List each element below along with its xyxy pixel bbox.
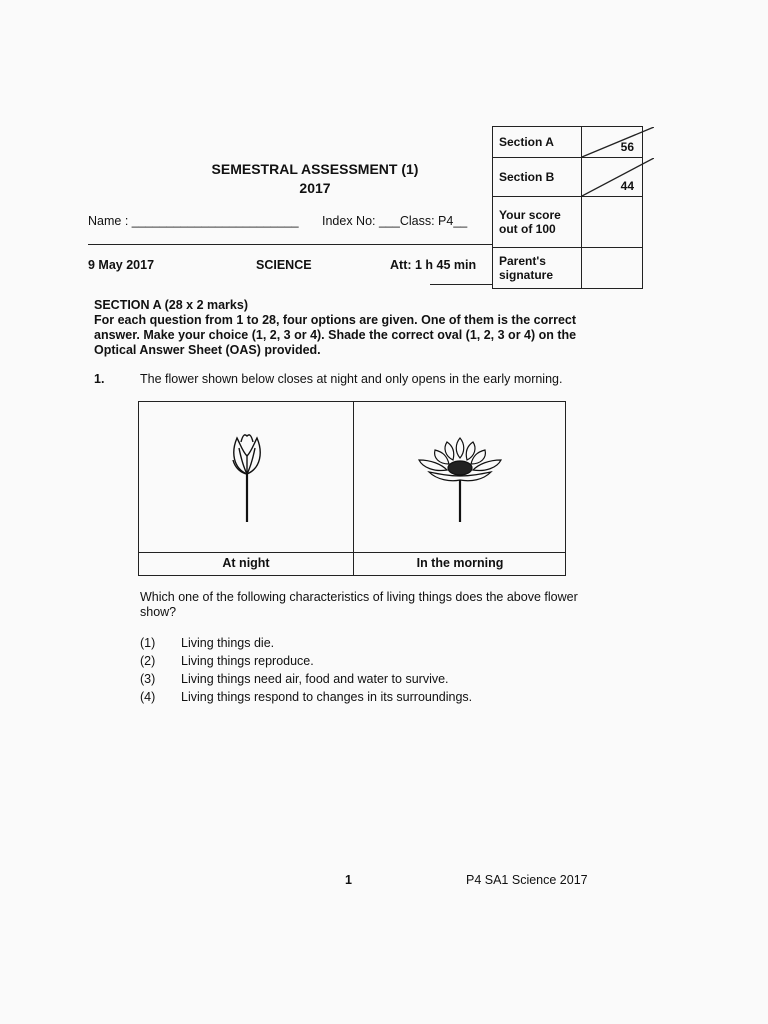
figure-caption-divider <box>139 552 565 553</box>
exam-title-line1: SEMESTRAL ASSESSMENT (1) <box>211 161 419 177</box>
option-text: Living things need air, food and water to survive. <box>181 672 449 686</box>
score-diagonal <box>582 127 654 157</box>
score-label: Section A <box>493 127 582 158</box>
exam-title <box>190 161 440 196</box>
score-label: Parent's signature <box>493 248 582 289</box>
exam-date: 9 May 2017 <box>88 258 155 272</box>
option-2 <box>140 654 472 672</box>
figure-divider <box>353 402 354 575</box>
option-text: Living things reproduce. <box>181 654 314 668</box>
score-max: 44 <box>620 179 634 193</box>
header-divider <box>88 244 492 245</box>
exam-year: 2017 <box>299 180 331 196</box>
option-text: Living things die. <box>181 636 275 650</box>
header-bottom-divider <box>430 284 492 285</box>
caption-in-the-morning: In the morning <box>416 556 504 570</box>
option-3 <box>140 672 472 690</box>
option-text: Living things respond to changes in its surroundings. <box>181 690 473 704</box>
paper-code: P4 SA1 Science 2017 <box>466 873 588 887</box>
option-number: (1) <box>140 636 156 650</box>
page-number: 1 <box>345 873 352 887</box>
score-cell <box>582 158 643 197</box>
section-heading: SECTION A (28 x 2 marks) <box>94 298 248 312</box>
exam-duration: Att: 1 h 45 min <box>390 258 477 272</box>
score-cell <box>582 197 643 248</box>
score-row-section-a <box>493 127 643 158</box>
index-class-field: Index No: ___Class: P4__ <box>322 214 468 228</box>
question-number: 1. <box>94 372 105 386</box>
option-number: (2) <box>140 654 156 668</box>
option-1 <box>140 636 472 654</box>
score-max: 56 <box>620 140 634 154</box>
score-diagonal <box>582 158 654 196</box>
question-prompt: Which one of the following characteristics of living things does the above flower show? <box>140 590 578 619</box>
question-stem: The flower shown below closes at night and only opens in the early morning. <box>140 372 563 386</box>
option-4 <box>140 690 472 708</box>
score-label: Your score out of 100 <box>493 197 582 248</box>
closed-flower-image <box>219 430 275 525</box>
score-row-section-b <box>493 158 643 197</box>
name-field: Name : ________________________ <box>88 214 299 228</box>
open-flower-image <box>411 430 511 525</box>
section-instructions: For each question from 1 to 28, four options are given. One of them is the correct answer. Make your choice (1, 2, 3 or 4). Shade the correct oval (1, 2, 3 or 4) on the Optical Answer Sheet (OAS) provided. <box>94 313 577 357</box>
exam-subject: SCIENCE <box>256 258 312 272</box>
caption-at-night: At night <box>222 556 270 570</box>
signature-cell <box>582 248 643 289</box>
option-number: (3) <box>140 672 156 686</box>
option-number: (4) <box>140 690 156 704</box>
flower-figure <box>138 401 566 576</box>
score-label: Section B <box>493 158 582 197</box>
answer-options <box>140 636 472 708</box>
score-row-signature <box>493 248 643 289</box>
score-row-total <box>493 197 643 248</box>
score-cell <box>582 127 643 158</box>
score-table <box>492 126 643 289</box>
